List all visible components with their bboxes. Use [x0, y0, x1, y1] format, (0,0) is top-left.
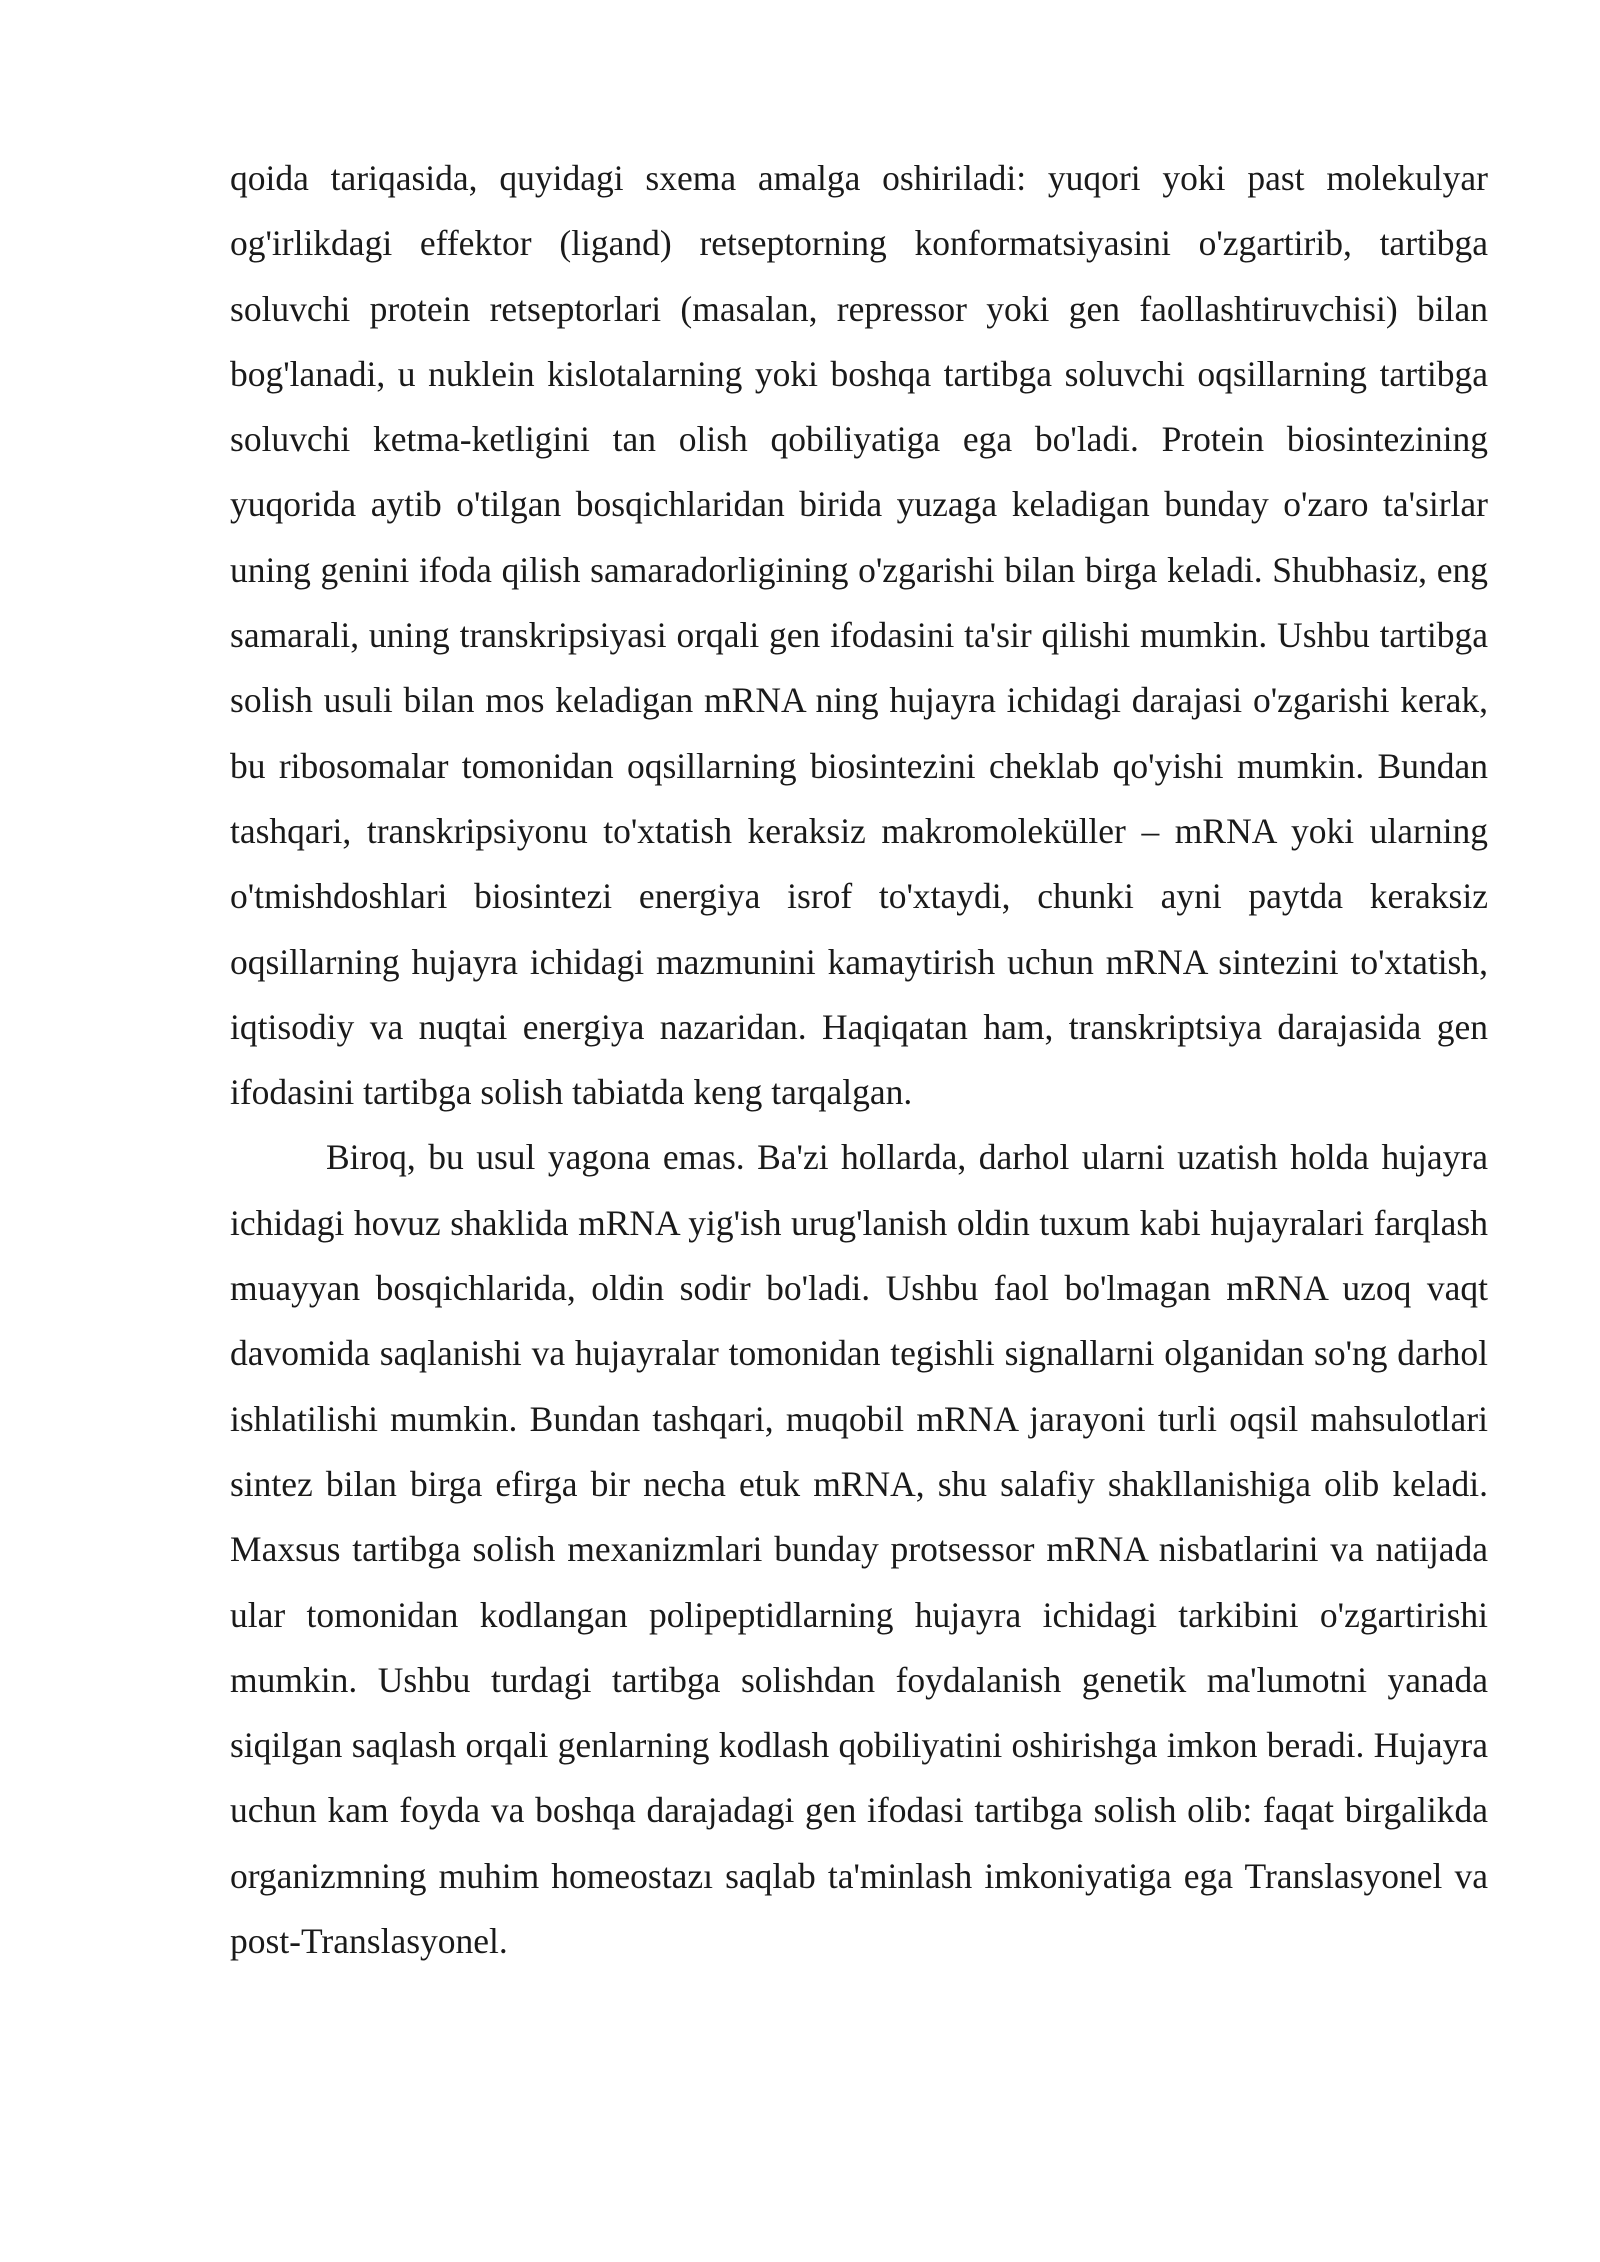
paragraph-2: Biroq, bu usul yagona emas. Ba'zi hollarda, darhol ularni uzatish holda hujayra ichidagi hovuz shaklida mRNA yig'ish urug'lanish oldin tuxum kabi hujayralari farqlash muayyan bosqichlarida, oldin sodir bo'ladi. Ushbu faol bo'lmagan mRNA uzoq vaqt davomida saqlanishi va hujayralar tomonidan tegishli signallarni olganidan so'ng darhol ishlatilishi mumkin. Bundan tashqari, muqobil mRNA jarayoni turli oqsil mahsulotlari sintez bilan birga efirga bir necha etuk mRNA, shu salafiy shakllanishiga olib keladi. Maxsus tartibga solish mexanizmlari bunday protsessor mRNA nisbatlarini va natijada ular tomonidan kodlangan polipeptidlarning hujayra ichidagi tarkibini o'zgartirishi mumkin. Ushbu turdagi tartibga solishdan foydalanish genetik ma'lumotni yanada siqilgan saqlash orqali genlarning kodlash qobiliyatini oshirishga imkon beradi. Hujayra uchun kam foyda va boshqa darajadagi gen ifodasi tartibga solish olib: faqat birgalikda organizmning muhim homeostazı saqlab ta'minlash imkoniyatiga ega Translasyonel va post-Translasyonel.: [230, 1137, 1488, 1962]
paragraph-1: qoida tariqasida, quyidagi sxema amalga oshiriladi: yuqori yoki past molekulyar og'irlikdagi effektor (ligand) retseptorning konformatsiyasini o'zgartirib, tartibga soluvchi protein retseptorlari (masalan, repressor yoki gen faollashtiruvchisi) bilan bog'lanadi, u nuklein kislotalarning yoki boshqa tartibga soluvchi oqsillarning tartibga soluvchi ketma-ketligini tan olish qobiliyatiga ega bo'ladi. Protein biosintezining yuqorida aytib o'tilgan bosqichlaridan birida yuzaga keladigan bunday o'zaro ta'sirlar uning genini ifoda qilish samaradorligining o'zgarishi bilan birga keladi. Shubhasiz, eng samarali, uning transkripsiyasi orqali gen ifodasini ta'sir qilishi mumkin. Ushbu tartibga solish usuli bilan mos keladigan mRNA ning hujayra ichidagi darajasi o'zgarishi kerak, bu ribosomalar tomonidan oqsillarning biosintezini cheklab qo'yishi mumkin. Bundan tashqari, transkripsiyonu to'xtatish keraksiz makromoleküller – mRNA yoki ularning o'tmishdoshlari biosintezi energiya isrof to'xtaydi, chunki ayni paytda keraksiz oqsillarning hujayra ichidagi mazmunini kamaytirish uchun mRNA sintezini to'xtatish, iqtisodiy va nuqtai energiya nazaridan. Haqiqatan ham, transkriptsiya darajasida gen ifodasini tartibga solish tabiatda keng tarqalgan.: [230, 158, 1488, 1113]
document-body: [230, 146, 1488, 1974]
